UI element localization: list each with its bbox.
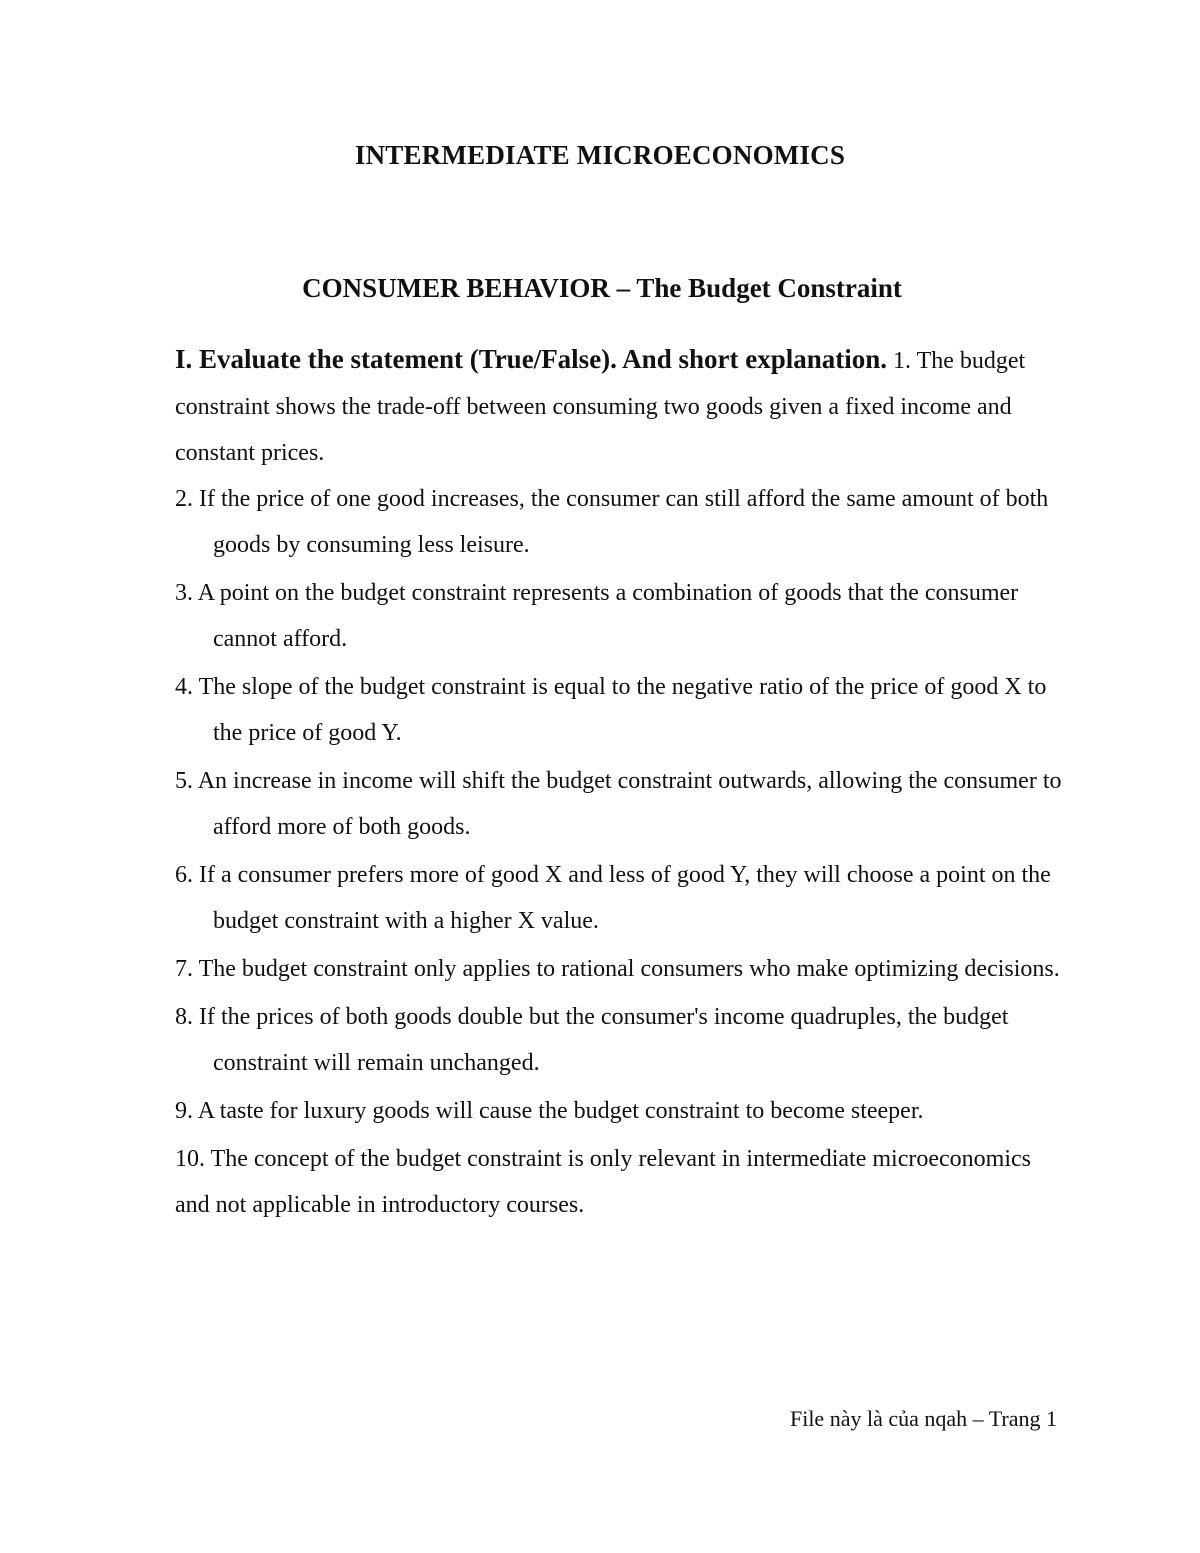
item-text: The slope of the budget constraint is equal to the negative ratio of the price of good X to the price of good Y.: [198, 674, 1047, 746]
page-footer: File này là của nqah – Trang 1: [789, 1406, 1057, 1431]
item-number: 3.: [175, 580, 193, 606]
item-number: 6.: [175, 862, 193, 888]
statement-item-2: [175, 476, 1065, 568]
item-text: The concept of the budget constraint is only relevant in intermediate microeconomics and not applicable in introductory courses.: [175, 1146, 1031, 1218]
statement-item-3: [175, 570, 1065, 662]
statement-item-9: [175, 1088, 1065, 1134]
item-text: If a consumer prefers more of good X and less of good Y, they will choose a point on the budget constraint with a higher X value.: [199, 862, 1051, 934]
statement-item-6: [175, 852, 1065, 944]
item-text: The budget constraint shows the trade-off between consuming two goods given a fixed income and constant prices.: [175, 348, 1026, 466]
document-subtitle: CONSUMER BEHAVIOR – The Budget Constraint: [302, 273, 902, 303]
item-number: 7.: [175, 956, 193, 982]
section-intro-paragraph: [175, 336, 1065, 476]
statement-item-10: [175, 1136, 1065, 1228]
item-number: 8.: [175, 1004, 193, 1030]
item-number: 9.: [175, 1098, 193, 1124]
document-title: INTERMEDIATE MICROECONOMICS: [354, 140, 846, 170]
item-number: 1.: [892, 348, 911, 374]
statement-item-8: [175, 994, 1065, 1086]
item-text: An increase in income will shift the budget constraint outwards, allowing the consumer to afford more of both goods.: [197, 768, 1062, 840]
item-number: 2.: [175, 486, 193, 512]
statement-section: [175, 336, 1065, 1230]
item-text: A point on the budget constraint represents a combination of goods that the consumer cannot afford.: [197, 580, 1019, 652]
statement-item-4: [175, 664, 1065, 756]
item-text: If the prices of both goods double but the consumer's income quadruples, the budget constraint will remain unchanged.: [199, 1004, 1009, 1076]
statement-item-7: [175, 946, 1065, 992]
section-heading: I. Evaluate the statement (True/False). And short explanation.: [175, 344, 887, 374]
item-number: 5.: [175, 768, 193, 794]
item-text: A taste for luxury goods will cause the budget constraint to become steeper.: [197, 1098, 924, 1124]
item-number: 10.: [175, 1146, 205, 1172]
item-text: If the price of one good increases, the consumer can still afford the same amount of both goods by consuming less leisure.: [199, 486, 1049, 558]
item-number: 4.: [175, 674, 193, 700]
item-text: The budget constraint only applies to rational consumers who make optimizing decisions.: [198, 956, 1060, 982]
statement-item-5: [175, 758, 1065, 850]
